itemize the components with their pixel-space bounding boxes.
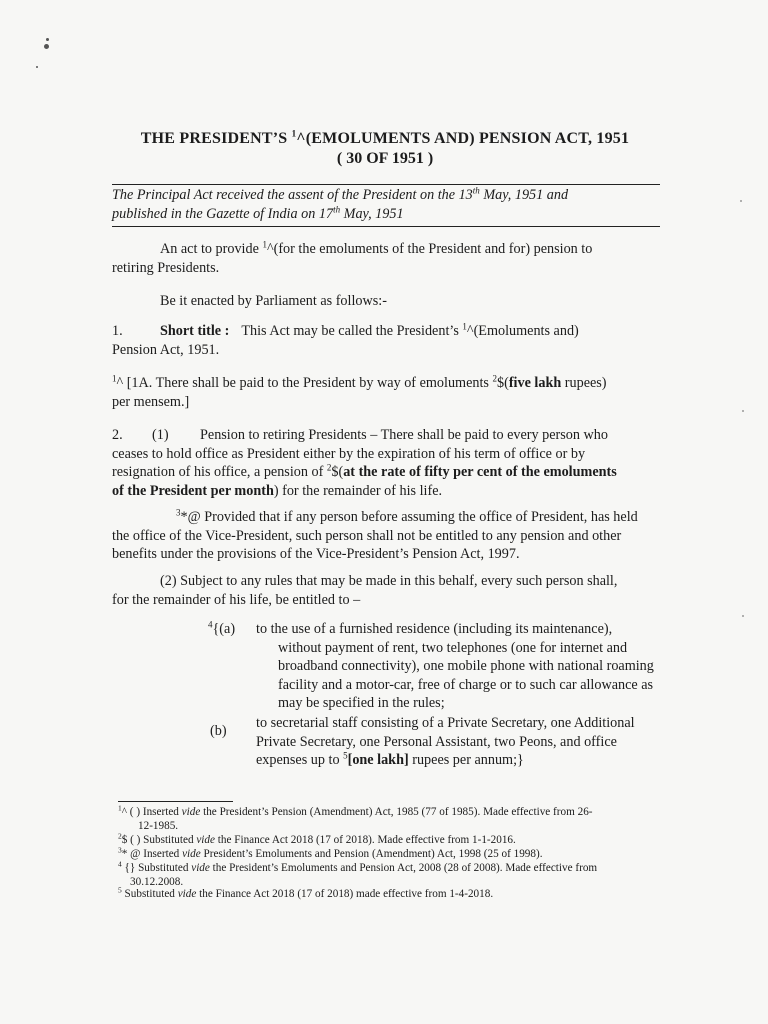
footnote-separator: [118, 801, 233, 802]
section-2-1: 2. (1) Pension to retiring Presidents – There shall be paid to every person who ceases to hold office as President either by the expiration of his term of office or by resignation of his office, a pension of $^2$\$(at the rate of fifty per cent of the emoluments of the President per month) for the remainder of his life.: [112, 427, 617, 499]
footnote-5: $^5$ Substituted vide the Finance Act 2018 (17 of 2018) made effective from 1-4-2018.: [118, 885, 494, 900]
scan-speck: [36, 66, 38, 68]
scan-speck: [742, 615, 744, 617]
footnote-4: $^4$ {} Substituted vide the President’s Emoluments and Pension Act, 2008 (28 of 2008). Made effective from 30.12.2008.: [118, 859, 598, 888]
scan-speck: [44, 44, 49, 49]
enacting-clause: Be it enacted by Parliament as follows:-: [160, 293, 387, 309]
footnote-1: $^1$^ ( ) Inserted vide the President’s Pension (Amendment) Act, 1985 (77 of 1985). Made effective from 26- 12-1985.: [118, 803, 593, 832]
section-1a: $^1$^ [1A. There shall be paid to the President by way of emoluments $^2$\$(five lakh rupees) per mensem.]: [112, 373, 607, 410]
scan-speck: [742, 410, 744, 412]
assent-bottom-rule: [112, 226, 660, 227]
preamble: An act to provide $^1$^(for the emoluments of the President and for) pension to retiring Presidents.: [112, 239, 593, 276]
assent-line-2: published in the Gazette of India on 17th May, 1951: [112, 204, 404, 222]
footnote-2: $^2$\$ ( ) Substituted vide the Finance Act 2018 (17 of 2018). Made effective from 1-1-2016.: [118, 831, 516, 846]
title-prefix: THE PRESIDENT’S: [140, 130, 292, 147]
title-suffix: ^(EMOLUMENTS AND) PENSION ACT, 1951: [296, 130, 630, 147]
assent-top-rule: [112, 184, 660, 185]
clause-b-text: to secretarial staff consisting of a Private Secretary, one Additional Private Secretary, one Personal Assistant, two Peons, and office expenses up to $^5$[one lakh] rupees per annum;}: [256, 715, 635, 768]
scan-speck: [740, 200, 742, 202]
clause-a-text: to the use of a furnished residence (including its maintenance), without payment of rent, two telephones (one for internet and broadband connectivity), one mobile phone with national roaming facility and a motor-car, free of charge or to such car allowance as may be specified in the rules;: [256, 621, 654, 711]
scan-speck: [46, 38, 49, 41]
act-title: [60, 130, 710, 148]
clause-b-label: (b): [210, 723, 227, 739]
title-footnote-mark: 1: [291, 128, 297, 139]
section-1: 1. Short title : This Act may be called the President’s $^1$^(Emoluments and) Pension Act, 1951.: [112, 321, 579, 358]
clause-a-label: $^4${(a): [208, 619, 236, 637]
act-number: ( 30 OF 1951 ): [336, 150, 434, 167]
section-2-2: (2) Subject to any rules that may be made in this behalf, every such person shall, for the remainder of his life, be entitled to –: [112, 573, 618, 608]
footnote-3: $^3$* @ Inserted vide President’s Emoluments and Pension (Amendment) Act, 1998 (25 of 1998).: [118, 845, 543, 860]
assent-note: [112, 186, 662, 224]
proviso: $^3$*@ Provided that if any person before assuming the office of President, has held the office of the Vice-President, such person shall not be entitled to any pension and other benefits under the provisions of the Vice-President’s Pension Act, 1997.: [112, 507, 638, 562]
assent-line-1: The Principal Act received the assent of the President on the 13th May, 1951 and: [112, 185, 569, 203]
